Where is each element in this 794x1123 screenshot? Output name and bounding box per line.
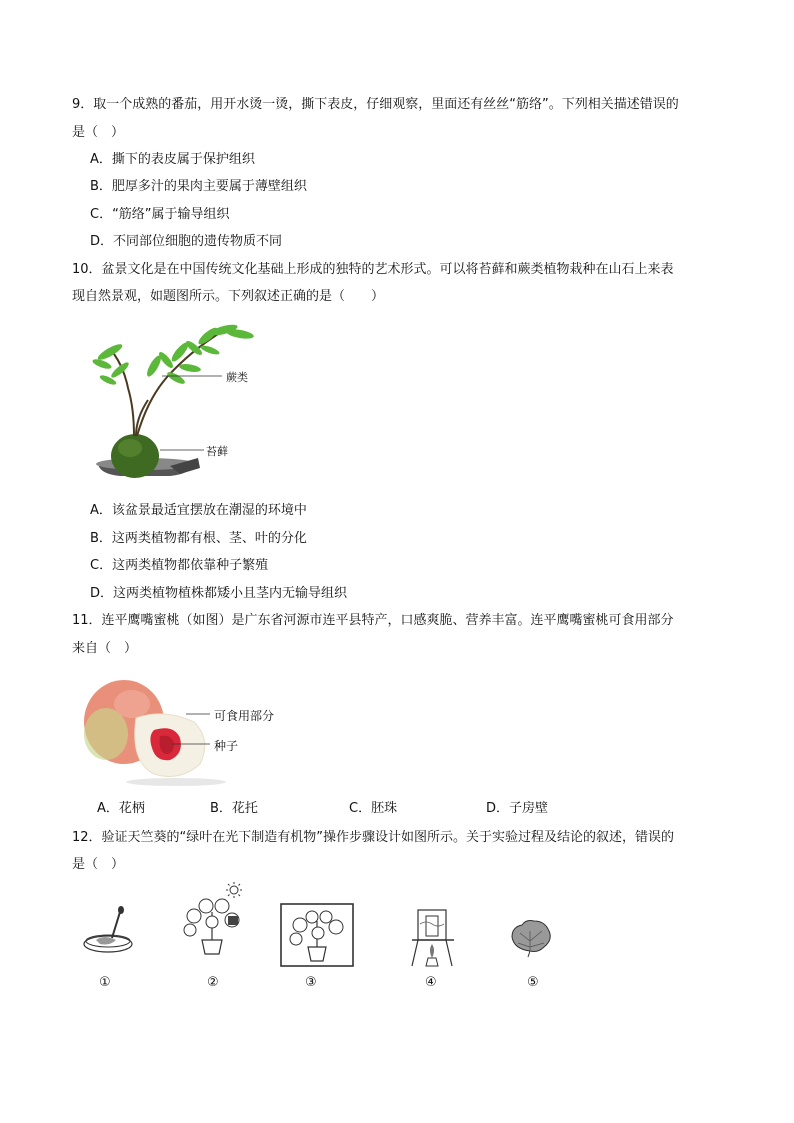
moss-label: 苔藓 <box>206 445 228 458</box>
q9-option-d: D．不同部位细胞的遗传物质不同 <box>90 234 283 249</box>
step-label-2: ② <box>207 975 219 990</box>
step1-figure <box>82 906 138 956</box>
q11-option-a: A．花柄 <box>97 801 145 816</box>
q11-option-d: D．子房壁 <box>486 801 549 816</box>
flame-icon <box>430 944 434 958</box>
q11-option-b: B．花托 <box>210 801 258 816</box>
fern-label: 蕨类 <box>226 371 248 384</box>
q10-option-d: D．这两类植物植株都矮小且茎内无输导组织 <box>90 586 348 601</box>
q11-stem-line1: 11．连平鹰嘴蜜桃（如图）是广东省河源市连平县特产，口感爽脆、营养丰富。连平鹰嘴蜜桃可食用部分 <box>72 613 674 628</box>
peach-figure <box>76 678 276 788</box>
q12-stem-line1: 12．验证天竺葵的“绿叶在光下制造有机物”操作步骤设计如图所示。关于实验过程及结论的叙述，错误的 <box>72 830 675 845</box>
q10-option-a: A．该盆景最适宜摆放在潮湿的环境中 <box>90 503 307 518</box>
q10-stem-line2: 现自然景观，如题图所示。下列叙述正确的是（ ） <box>72 289 385 304</box>
step3-figure <box>280 903 354 967</box>
q9-stem-line2: 是（ ） <box>72 125 125 140</box>
step4-figure <box>410 906 456 968</box>
q9-option-b: B．肥厚多汁的果肉主要属于薄壁组织 <box>90 179 307 194</box>
q11-stem-line2: 来自（ ） <box>72 641 138 656</box>
sun-icon <box>226 882 242 898</box>
step2-figure <box>176 882 256 962</box>
step-label-5: ⑤ <box>527 975 539 990</box>
q11-option-c: C．胚珠 <box>349 801 398 816</box>
q10-option-b: B．这两类植物都有根、茎、叶的分化 <box>90 531 307 546</box>
q9-option-a: A．撕下的表皮属于保护组织 <box>90 152 255 167</box>
q10-stem-line1: 10．盆景文化是在中国传统文化基础上形成的独特的艺术形式。可以将苔藓和蕨类植物栽种在山石上来表 <box>72 262 674 277</box>
seed-label: 种子 <box>214 739 239 753</box>
step-label-1: ① <box>99 975 111 990</box>
step5-figure <box>508 917 554 957</box>
alcohol-lamp <box>426 958 438 966</box>
foil-cover <box>228 916 238 925</box>
q9-stem-line1: 9．取一个成熟的番茄，用开水烫一烫，撕下表皮，仔细观察，里面还有丝丝“筋络”。下列相关描述错误的 <box>72 97 679 112</box>
q10-option-c: C．这两类植物都依靠种子繁殖 <box>90 558 269 573</box>
q9-option-c: C．“筋络”属于输导组织 <box>90 207 230 222</box>
edible-part-label: 可食用部分 <box>214 709 275 723</box>
bonsai-figure <box>90 318 270 488</box>
step-label-3: ③ <box>305 975 317 990</box>
q12-stem-line2: 是（ ） <box>72 857 125 872</box>
flower-pot <box>202 940 222 954</box>
step-label-4: ④ <box>425 975 437 990</box>
